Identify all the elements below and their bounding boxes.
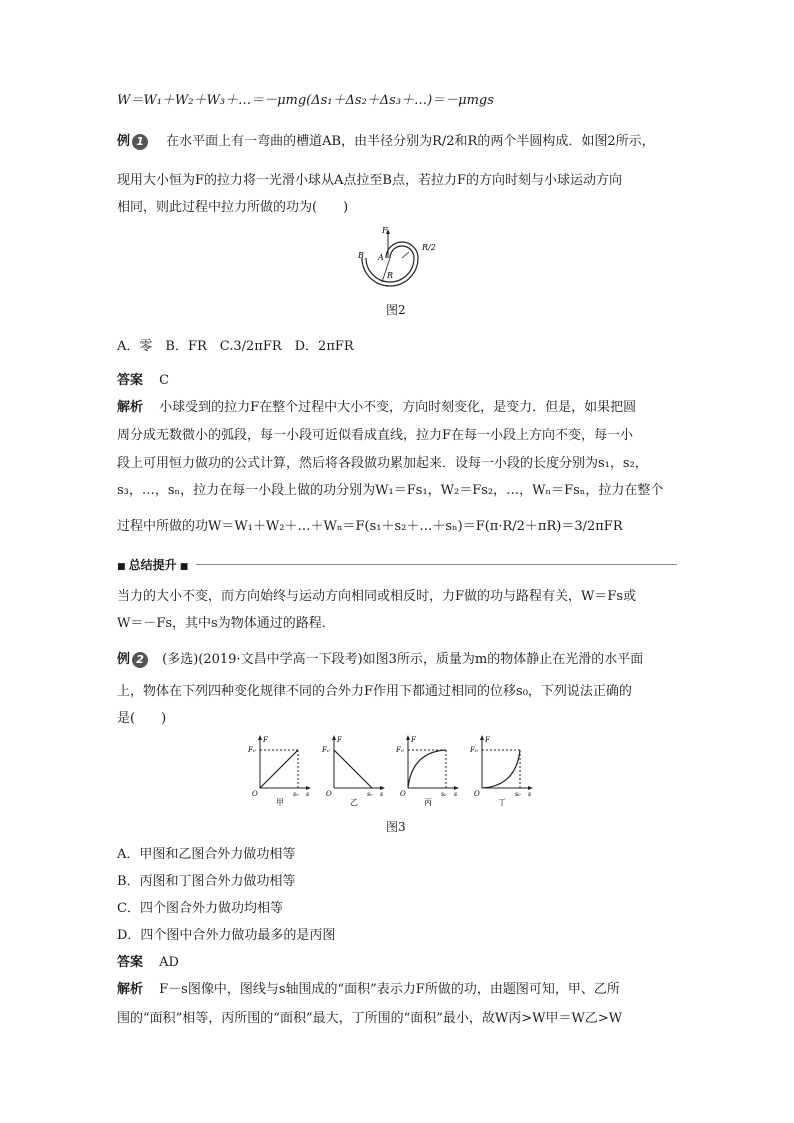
graph-ding	[469, 735, 533, 807]
example-number-badge: 1	[132, 134, 148, 150]
graph-yi	[321, 735, 385, 807]
example2-line1	[117, 651, 643, 669]
label-R-half: R/2	[422, 243, 436, 252]
top-formula: W＝W₁＋W₂＋W₃＋…＝－μmg(Δs₁＋Δs₂＋Δs₃＋…)＝－μmgs	[117, 93, 494, 108]
example2-line3: 是( )	[117, 711, 167, 726]
svg-text:F₀: F₀	[396, 746, 404, 754]
example2-answer	[117, 954, 179, 972]
summary-line1: 当力的大小不变，而方向始终与运动方向相同或相反时，力F做的功与路程有关，W＝Fs或	[117, 589, 637, 604]
graph-name-yi: 乙	[350, 798, 358, 807]
svg-text:s₀: s₀	[441, 791, 447, 798]
svg-text:F₀: F₀	[470, 746, 478, 754]
example1-text-line1: 在水平面上有一弯曲的槽道AB，由半径分别为R/2和R的两个半圆构成．如图2所示，	[166, 134, 655, 149]
figure3-graphs	[246, 734, 556, 808]
example2-badge	[117, 651, 148, 669]
summary-divider	[196, 564, 677, 565]
svg-text:s: s	[528, 791, 532, 798]
label-A: A	[378, 253, 384, 262]
graph-name-jia: 甲	[276, 798, 284, 807]
analysis-label: 解析	[117, 400, 144, 415]
answer-value: C	[159, 373, 170, 388]
svg-text:s: s	[380, 791, 384, 798]
example1-analysis-line2: 周分成无数微小的弧段，每一小段可近似看成直线，拉力F在每一小段上方向不变，每一小	[117, 428, 634, 443]
example-label: 例	[117, 134, 131, 149]
svg-text:F: F	[263, 736, 268, 744]
example-number-badge: 2	[132, 652, 148, 668]
svg-text:O: O	[474, 790, 480, 798]
analysis-label: 解析	[117, 982, 144, 997]
square-bullet-icon: ■	[176, 562, 189, 572]
svg-text:F₀: F₀	[248, 746, 256, 754]
example2-option-a: A．甲图和乙图合外力做功相等	[117, 847, 296, 862]
example1-badge	[117, 133, 148, 151]
svg-text:s₀: s₀	[293, 791, 299, 798]
example1-options: A．零 B．FR C.3/2πFR D．2πFR	[117, 339, 354, 354]
graph-name-bing: 丙	[424, 798, 432, 807]
analysis-text: F－s图像中，图线与s轴围成的“面积”表示力F所做的功，由题图可知，甲、乙所	[159, 982, 620, 997]
figure3-caption: 图3	[386, 820, 406, 834]
answer-value: AD	[159, 955, 179, 970]
label-F: F	[382, 226, 388, 235]
graph-name-ding: 丁	[498, 798, 506, 807]
graph-jia	[247, 735, 311, 807]
example1-line3: 相同，则此过程中拉力所做的功为( )	[117, 200, 349, 215]
svg-text:s: s	[306, 791, 310, 798]
svg-text:F: F	[337, 736, 342, 744]
label-R: R	[387, 271, 394, 280]
svg-text:F₀: F₀	[322, 746, 330, 754]
example1-analysis-line5: 过程中所做的功W＝W₁＋W₂＋…＋Wₙ＝F(s₁＋s₂＋…＋sₙ)＝F(π·R/2＋πR)＝3/2πFR	[117, 519, 623, 534]
example2-text-line1: (多选)(2019·文昌中学高一下段考)如图3所示，质量为m的物体静止在光滑的水平面	[162, 652, 644, 667]
analysis-text: 小球受到的拉力F在整个过程中大小不变，方向时刻变化，是变力．但是，如果把圆	[159, 400, 637, 415]
example1-analysis-line3: 段上可用恒力做功的公式计算，然后将各段做功累加起来．设每一小段的长度分别为s₁，s₂，	[117, 456, 648, 471]
svg-text:F: F	[411, 736, 416, 744]
svg-text:s₀: s₀	[515, 791, 521, 798]
svg-text:s₀: s₀	[367, 791, 373, 798]
svg-text:s: s	[454, 791, 458, 798]
example1-answer	[117, 372, 169, 390]
svg-text:O: O	[400, 790, 406, 798]
summary-heading	[117, 556, 188, 573]
summary-title: 总结提升	[128, 558, 177, 572]
svg-text:F: F	[485, 736, 490, 744]
square-bullet-icon: ■	[117, 562, 129, 572]
example2-line2: 上，物体在下列四种变化规律不同的合外力F作用下都通过相同的位移s₀，下列说法正确的	[117, 684, 632, 699]
example1-line1	[117, 133, 655, 151]
figure2-diagram	[352, 224, 442, 296]
example2-option-d: D．四个图中合外力做功最多的是丙图	[117, 928, 336, 943]
example1-analysis-line1	[117, 399, 636, 417]
example1-analysis-line4: s₃，…，sₙ，拉力在每一小段上做的功分别为W₁＝Fs₁，W₂＝Fs₂，…，Wₙ＝Fsₙ，拉力在整个	[117, 483, 664, 498]
example2-analysis-line2: 围的“面积”相等，丙所围的“面积”最大，丁所围的“面积”最小，故W丙>W甲＝W乙>W	[117, 1011, 623, 1026]
graph-bing	[395, 735, 459, 807]
example2-option-b: B．丙图和丁图合外力做功相等	[117, 874, 296, 889]
figure2-caption: 图2	[386, 303, 406, 317]
svg-text:O: O	[252, 790, 258, 798]
example2-analysis-line1	[117, 981, 620, 999]
label-B: B	[358, 251, 364, 260]
answer-label: 答案	[117, 373, 144, 388]
answer-label: 答案	[117, 955, 144, 970]
example2-option-c: C．四个图合外力做功均相等	[117, 901, 283, 916]
summary-line2: W＝－Fs，其中s为物体通过的路程．	[117, 616, 335, 631]
example-label: 例	[117, 652, 131, 667]
example1-line2: 现用大小恒为F的拉力将一光滑小球从A点拉至B点，若拉力F的方向时刻与小球运动方向	[117, 173, 622, 188]
svg-text:O: O	[326, 790, 332, 798]
